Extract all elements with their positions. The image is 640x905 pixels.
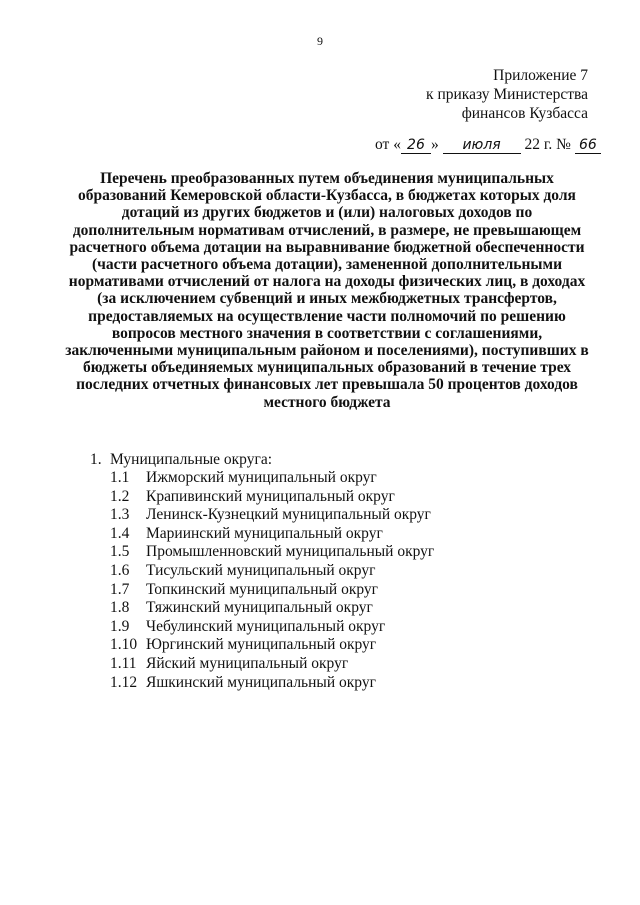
section-header: [90, 451, 434, 469]
appendix-line: к приказу Министерства: [426, 86, 588, 103]
item-name: Чебулинский муниципальный округ: [146, 617, 386, 635]
title-line: заключенными муниципальным районом и поселениями), поступивших в: [65, 342, 589, 360]
item-name: Топкинский муниципальный округ: [146, 580, 379, 598]
title-line: нормативами отчислений от налога на доходы физических лиц, в доходах: [68, 273, 586, 291]
item-number: 1.3: [110, 506, 130, 524]
item-name: Юргинский муниципальный округ: [146, 636, 377, 654]
order-year: 22 г. №: [524, 136, 571, 153]
item-name: Тяжинский муниципальный округ: [146, 599, 373, 617]
title-line: расчетного объема дотации на выравнивание бюджетной обеспеченности: [69, 238, 585, 256]
list-item: [110, 543, 434, 562]
title-line: дотаций из других бюджетов и (или) налоговых доходов по: [121, 204, 533, 222]
appendix-block: [426, 66, 588, 123]
list-item: [110, 636, 434, 655]
item-name: Ленинск-Кузнецкий муниципальный округ: [146, 506, 431, 524]
item-name: Яйский муниципальный округ: [146, 654, 349, 672]
item-number: 1.4: [110, 524, 130, 542]
title-line: предоставляемых на осуществление части полномочий по решению: [88, 307, 566, 325]
title-line: (за исключением субвенций и иных межбюджетных трансфертов,: [97, 290, 557, 308]
list-item: [110, 581, 434, 600]
list-item: [110, 488, 434, 507]
list-item: [110, 655, 434, 674]
list-item: [110, 525, 434, 544]
title-line: последних отчетных финансовых лет превышала 50 процентов доходов: [76, 376, 578, 394]
item-number: 1.7: [110, 580, 130, 598]
order-mid: »: [430, 136, 439, 153]
page-number: 9: [317, 34, 323, 48]
order-prefix: от «: [375, 136, 401, 153]
list-item: [110, 674, 434, 693]
list-item: [110, 469, 434, 488]
order-line: [375, 136, 601, 154]
list-item: [110, 562, 434, 581]
item-name: Яшкинский муниципальный округ: [146, 673, 376, 691]
item-number: 1.12: [110, 673, 138, 691]
title-line: бюджеты объединяемых муниципальных образований в течение трех: [82, 359, 572, 377]
section-municipal-districts: [90, 451, 434, 692]
item-name: Крапивинский муниципальный округ: [146, 487, 395, 505]
item-number: 1.6: [110, 561, 130, 579]
title-line: Перечень преобразованных путем объединения муниципальных: [100, 170, 554, 187]
order-day: 26: [401, 138, 431, 154]
title-line: местного бюджета: [263, 393, 391, 411]
title-line: вопросов местного значения в соответствии с соглашениями,: [111, 324, 543, 342]
section-number: 1.: [90, 451, 102, 468]
title-line: (части расчетного объема дотации), замененной дополнительными: [91, 256, 562, 274]
item-number: 1.5: [110, 543, 130, 561]
order-number: 66: [575, 138, 601, 154]
list-item: [110, 618, 434, 637]
appendix-line: финансов Кузбасса: [461, 105, 588, 122]
appendix-line: Приложение 7: [493, 67, 588, 84]
list-item: [110, 506, 434, 525]
item-number: 1.1: [110, 469, 130, 486]
item-name: Тисульский муниципальный округ: [146, 561, 376, 579]
title-line: дополнительным нормативам отчислений, в размере, не превышающем: [72, 221, 582, 239]
item-number: 1.11: [110, 654, 137, 672]
list-item: [110, 599, 434, 618]
item-name: Промышленновский муниципальный округ: [146, 543, 435, 561]
item-name: Мариинский муниципальный округ: [146, 524, 383, 542]
section-title: Муниципальные округа:: [110, 451, 273, 468]
item-number: 1.2: [110, 487, 130, 505]
title-line: образований Кемеровской области-Кузбасса, в бюджетах которых доля: [78, 187, 576, 205]
order-month: июля: [443, 138, 521, 154]
item-number: 1.10: [110, 636, 138, 654]
district-list: [110, 469, 434, 692]
item-name: Ижморский муниципальный округ: [146, 469, 377, 486]
document-title: [62, 170, 592, 411]
item-number: 1.8: [110, 599, 130, 617]
item-number: 1.9: [110, 617, 130, 635]
